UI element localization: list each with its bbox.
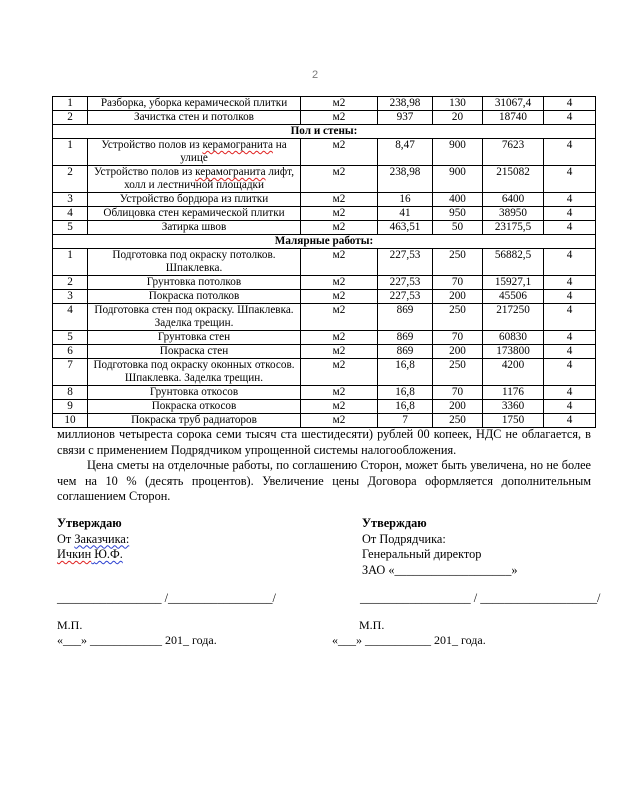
- cell-unit: м2: [301, 400, 378, 414]
- cell-quantity: 937: [378, 111, 433, 125]
- cell-amount: 6400: [483, 193, 544, 207]
- cell-amount: 38950: [483, 207, 544, 221]
- cell-unit: м2: [301, 414, 378, 428]
- contractor-signature-block: [362, 516, 518, 578]
- cell-unit-price: 70: [433, 331, 483, 345]
- cell-unit: м2: [301, 139, 378, 166]
- cell-term: 4: [544, 345, 596, 359]
- cell-unit: м2: [301, 207, 378, 221]
- customer-date-line: «___» ____________ 201_ года.: [57, 633, 217, 647]
- cell-quantity: 16: [378, 193, 433, 207]
- cell-unit: м2: [301, 221, 378, 235]
- cell-amount: 1176: [483, 386, 544, 400]
- cell-row-number: 10: [53, 414, 88, 428]
- estimate-table-body: [53, 97, 596, 428]
- cell-row-number: 1: [53, 249, 88, 276]
- cell-work-description: Грунтовка откосов: [88, 386, 301, 400]
- cell-quantity: 869: [378, 304, 433, 331]
- cell-unit-price: 20: [433, 111, 483, 125]
- cell-row-number: 4: [53, 304, 88, 331]
- cell-unit: м2: [301, 166, 378, 193]
- cell-unit-price: 250: [433, 414, 483, 428]
- cell-work-description: Грунтовка стен: [88, 331, 301, 345]
- cell-quantity: 463,51: [378, 221, 433, 235]
- cell-work-description: Устройство полов из керамогранита лифт, холл и лестничной площадки: [88, 166, 301, 193]
- customer-from-line: [57, 532, 129, 548]
- estimate-table: [52, 96, 596, 428]
- cell-quantity: 8,47: [378, 139, 433, 166]
- contractor-date-line: «___» ___________ 201_ года.: [332, 633, 486, 647]
- customer-name: [57, 547, 129, 563]
- cell-row-number: 1: [53, 97, 88, 111]
- cell-term: 4: [544, 249, 596, 276]
- cell-amount: 18740: [483, 111, 544, 125]
- cell-unit-price: 200: [433, 345, 483, 359]
- cell-quantity: 227,53: [378, 276, 433, 290]
- cell-amount: 217250: [483, 304, 544, 331]
- cell-unit-price: 900: [433, 139, 483, 166]
- contractor-stamp-date: [332, 618, 486, 648]
- cell-unit: м2: [301, 290, 378, 304]
- cell-amount: 56882,5: [483, 249, 544, 276]
- cell-work-description: Устройство бордюра из плитки: [88, 193, 301, 207]
- cell-work-description: Подготовка под окраску оконных откосов. Шпаклевка. Заделка трещин.: [88, 359, 301, 386]
- cell-row-number: 6: [53, 345, 88, 359]
- customer-last-name: Ичкин: [57, 547, 92, 561]
- cell-quantity: 238,98: [378, 166, 433, 193]
- table-row: [53, 97, 596, 111]
- spellcheck-flag: керамогранита: [202, 139, 273, 151]
- cell-unit-price: 250: [433, 249, 483, 276]
- contractor-position: Генеральный директор: [362, 547, 482, 561]
- cell-unit: м2: [301, 345, 378, 359]
- cell-amount: 15927,1: [483, 276, 544, 290]
- cell-unit-price: 70: [433, 276, 483, 290]
- table-row: [53, 304, 596, 331]
- cell-amount: 7623: [483, 139, 544, 166]
- table-row: [53, 139, 596, 166]
- cell-unit: м2: [301, 193, 378, 207]
- contractor-company: ЗАО «___________________»: [362, 562, 518, 577]
- table-row: [53, 386, 596, 400]
- table-row: [53, 111, 596, 125]
- cell-row-number: 2: [53, 276, 88, 290]
- cell-quantity: 227,53: [378, 290, 433, 304]
- contractor-approve-heading: Утверждаю: [362, 516, 427, 530]
- table-section-row: [53, 235, 596, 249]
- cell-term: 4: [544, 359, 596, 386]
- table-row: [53, 359, 596, 386]
- cell-term: 4: [544, 97, 596, 111]
- paragraph-price-increase: Цена сметы на отделочные работы, по соглашению Сторон, может быть увеличена, но не более чем на 10 % (десять процентов). Увеличение цены Договора оформляется дополнительным соглашением Сторон.: [57, 458, 591, 503]
- cell-term: 4: [544, 331, 596, 345]
- cell-unit-price: 130: [433, 97, 483, 111]
- cell-work-description: Подготовка стен под окраску. Шпаклевка. Заделка трещин.: [88, 304, 301, 331]
- cell-row-number: 9: [53, 400, 88, 414]
- table-row: [53, 221, 596, 235]
- cell-row-number: 7: [53, 359, 88, 386]
- cell-quantity: 7: [378, 414, 433, 428]
- cell-term: 4: [544, 193, 596, 207]
- cell-unit-price: 400: [433, 193, 483, 207]
- contractor-stamp-label: М.П.: [359, 618, 385, 632]
- cell-unit: м2: [301, 386, 378, 400]
- cell-unit: м2: [301, 331, 378, 345]
- cell-amount: 215082: [483, 166, 544, 193]
- cell-term: 4: [544, 166, 596, 193]
- cell-amount: 173800: [483, 345, 544, 359]
- cell-quantity: 227,53: [378, 249, 433, 276]
- cell-work-description: Разборка, уборка керамической плитки: [88, 97, 301, 111]
- cell-term: 4: [544, 221, 596, 235]
- cell-quantity: 16,8: [378, 359, 433, 386]
- table-row: [53, 400, 596, 414]
- cell-amount: 3360: [483, 400, 544, 414]
- table-row: [53, 249, 596, 276]
- cell-work-description: Устройство полов из керамогранита на улице: [88, 139, 301, 166]
- cell-term: 4: [544, 276, 596, 290]
- section-title: Пол и стены:: [53, 125, 596, 139]
- cell-row-number: 4: [53, 207, 88, 221]
- cell-quantity: 16,8: [378, 386, 433, 400]
- cell-amount: 45506: [483, 290, 544, 304]
- customer-stamp-label: М.П.: [57, 618, 83, 632]
- table-row: [53, 331, 596, 345]
- cell-unit-price: 900: [433, 166, 483, 193]
- cell-unit-price: 200: [433, 290, 483, 304]
- cell-term: 4: [544, 414, 596, 428]
- cell-work-description: Облицовка стен керамической плитки: [88, 207, 301, 221]
- cell-row-number: 8: [53, 386, 88, 400]
- cell-amount: 1750: [483, 414, 544, 428]
- contractor-from-line: От Подрядчика:: [362, 531, 446, 546]
- cell-term: 4: [544, 111, 596, 125]
- cell-quantity: 869: [378, 345, 433, 359]
- table-row: [53, 290, 596, 304]
- cell-unit-price: 200: [433, 400, 483, 414]
- cell-unit-price: 250: [433, 304, 483, 331]
- cell-work-description: Покраска стен: [88, 345, 301, 359]
- cell-quantity: 16,8: [378, 400, 433, 414]
- cell-work-description: Покраска откосов: [88, 400, 301, 414]
- cell-work-description: Подготовка под окраску потолков. Шпаклевка.: [88, 249, 301, 276]
- cell-work-description: Затирка швов: [88, 221, 301, 235]
- cell-unit-price: 70: [433, 386, 483, 400]
- table-row: [53, 166, 596, 193]
- cell-term: 4: [544, 207, 596, 221]
- cell-row-number: 3: [53, 290, 88, 304]
- cell-row-number: 2: [53, 111, 88, 125]
- cell-work-description: Покраска потолков: [88, 290, 301, 304]
- table-row: [53, 193, 596, 207]
- cell-work-description: Зачистка стен и потолков: [88, 111, 301, 125]
- cell-unit: м2: [301, 249, 378, 276]
- cell-unit: м2: [301, 276, 378, 290]
- table-row: [53, 345, 596, 359]
- cell-unit: м2: [301, 304, 378, 331]
- section-title: Малярные работы:: [53, 235, 596, 249]
- cell-row-number: 3: [53, 193, 88, 207]
- cell-quantity: 869: [378, 331, 433, 345]
- cell-row-number: 5: [53, 331, 88, 345]
- cell-row-number: 2: [53, 166, 88, 193]
- spellcheck-flag: керамогранита: [195, 166, 266, 178]
- page-number: 2: [311, 69, 319, 81]
- cell-amount: 4200: [483, 359, 544, 386]
- cell-term: 4: [544, 386, 596, 400]
- cell-term: 4: [544, 400, 596, 414]
- cell-amount: 60830: [483, 331, 544, 345]
- cell-work-description: Грунтовка потолков: [88, 276, 301, 290]
- cell-term: 4: [544, 139, 596, 166]
- customer-stamp-date: [57, 618, 217, 648]
- cell-unit-price: 950: [433, 207, 483, 221]
- cell-amount: 23175,5: [483, 221, 544, 235]
- table-row: [53, 276, 596, 290]
- customer-signature-block: [57, 516, 129, 563]
- cell-unit-price: 50: [433, 221, 483, 235]
- customer-initials: Ю.Ф.: [94, 547, 123, 561]
- customer-from-word: Заказчика:: [74, 531, 130, 546]
- table-row: [53, 414, 596, 428]
- paragraph-price-total: миллионов четыреста сорока семи тысяч ста шестидесяти) рублей 00 копеек, НДС не облагается, в связи с применением Подрядчиком упрощенной системы налогообложения.: [57, 427, 591, 457]
- cell-quantity: 238,98: [378, 97, 433, 111]
- cell-term: 4: [544, 290, 596, 304]
- customer-sign-line: _________________ /_________________/: [57, 591, 276, 605]
- cell-unit: м2: [301, 359, 378, 386]
- contractor-sign-line: __________________ / ___________________/: [360, 591, 601, 605]
- cell-amount: 31067,4: [483, 97, 544, 111]
- customer-from-prefix: От: [57, 531, 75, 546]
- cell-unit: м2: [301, 111, 378, 125]
- cell-unit: м2: [301, 97, 378, 111]
- cell-row-number: 1: [53, 139, 88, 166]
- cell-row-number: 5: [53, 221, 88, 235]
- table-section-row: [53, 125, 596, 139]
- cell-unit-price: 250: [433, 359, 483, 386]
- cell-work-description: Покраска труб радиаторов: [88, 414, 301, 428]
- cell-quantity: 41: [378, 207, 433, 221]
- customer-approve-heading: Утверждаю: [57, 516, 122, 530]
- table-row: [53, 207, 596, 221]
- cell-term: 4: [544, 304, 596, 331]
